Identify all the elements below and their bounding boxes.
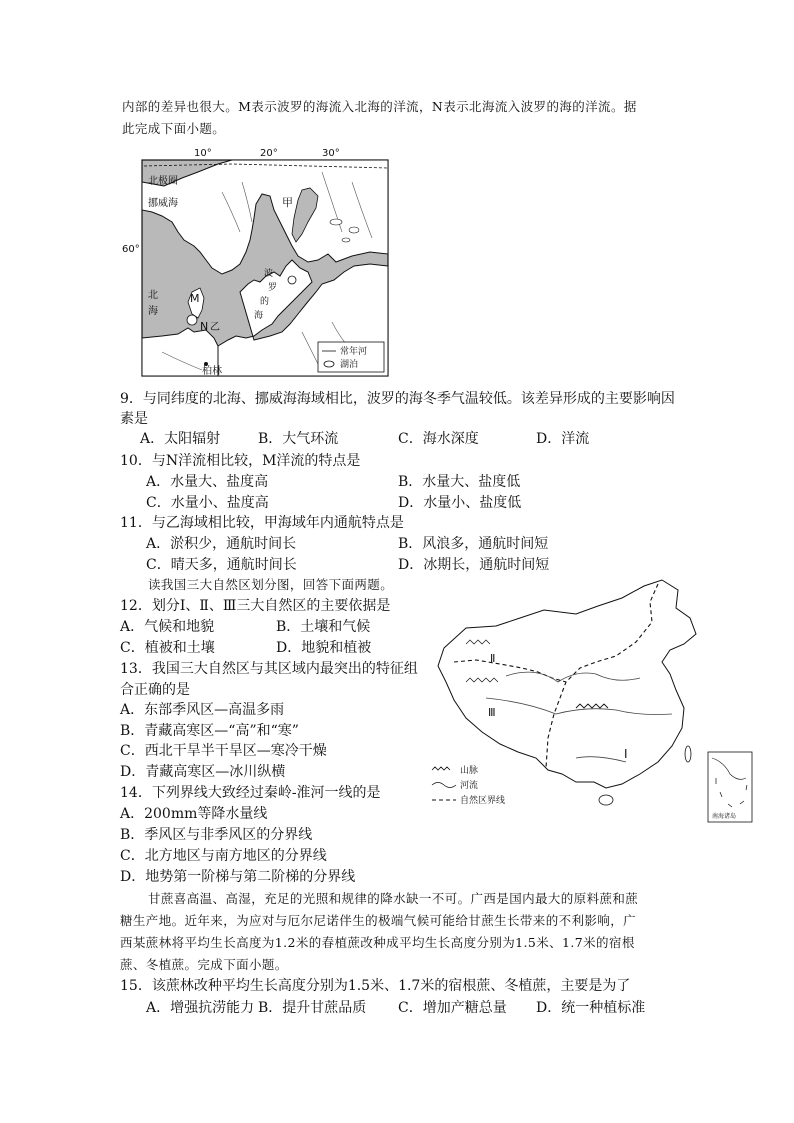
region-label-ii: Ⅱ: [490, 652, 496, 665]
q12-option-a[interactable]: A．气候和地貌: [120, 619, 215, 635]
q14-option-d[interactable]: D．地势第一阶梯与第二阶梯的分界线: [120, 869, 356, 885]
q11-option-c[interactable]: C．晴天多，通航时间长: [146, 557, 297, 573]
label-baltic-3: 的: [260, 297, 270, 307]
q13-option-a[interactable]: A．东部季风区—高温多雨: [120, 702, 285, 718]
china-outline: [438, 580, 696, 788]
legend-mountain-symbol: [432, 767, 450, 770]
q13-stem-line1: 13．我国三大自然区与其区域内最突出的特征组: [120, 661, 418, 677]
inset-label: 南海诸岛: [712, 813, 737, 820]
q15-option-b[interactable]: B．提升甘蔗品质: [258, 1000, 367, 1016]
region-label-i: Ⅰ: [624, 747, 628, 761]
q11-stem: 11．与乙海域相比较，甲海域年内通航特点是: [120, 515, 404, 531]
q14-option-a[interactable]: A．200mm等降水量线: [120, 806, 268, 822]
label-berlin: 柏林: [202, 366, 222, 377]
q14-option-c[interactable]: C．北方地区与南方地区的分界线: [120, 848, 327, 864]
legend-river-symbol: [432, 783, 456, 788]
q11-option-b[interactable]: B．风浪多，通航时间短: [398, 536, 549, 552]
q12-stem: 12．划分Ⅰ、Ⅱ、Ⅲ三大自然区的主要依据是: [120, 598, 391, 614]
baltic-sea-map: [122, 142, 394, 380]
label-norwegian-sea: 挪威海: [148, 198, 178, 209]
intro-bottom-line2: 糖生产地。近年来，为应对与厄尔尼诺伴生的极端气候可能给甘蔗生长带来的不利影响，广: [120, 913, 637, 928]
q13-option-c[interactable]: C．西北干旱半干旱区—寒冷干燥: [120, 743, 327, 759]
legend-river-label: 河流: [460, 781, 479, 791]
legend-boundary-label: 自然区界线: [460, 796, 506, 806]
legend-mountain-label: 山脉: [460, 766, 479, 776]
intro-bottom-line1: 甘蔗喜高温、高湿，充足的光照和规律的降水缺一不可。广西是国内最大的原料蔗和蔗: [148, 891, 639, 906]
china-natural-regions-map: [426, 578, 756, 828]
q11-option-d[interactable]: D．冰期长，通航时间短: [398, 557, 550, 573]
label-m: M: [190, 292, 200, 305]
region-label-iii: Ⅲ: [488, 706, 496, 719]
label-n: N: [200, 320, 209, 333]
q9-stem-line2: 素是: [120, 411, 148, 427]
q13-option-b[interactable]: B．青藏高寒区—“高”和“寒”: [120, 723, 299, 739]
label-baltic-4: 海: [254, 311, 264, 321]
q9-option-c[interactable]: C．海水深度: [398, 431, 479, 447]
legend-river-label: 常年河: [340, 347, 368, 357]
q15-option-c[interactable]: C．增加产糖总量: [398, 1000, 507, 1016]
q10-option-d[interactable]: D．水量小、盐度低: [398, 495, 522, 511]
q9-option-d[interactable]: D．洋流: [536, 431, 590, 447]
label-north-sea-2: 海: [148, 306, 158, 317]
intro-bottom-line3: 西某蔗林将平均生长高度为1.2米的春植蔗改种成平均生长高度分别为1.5米、1.7米的宿根: [120, 935, 635, 950]
q13-option-d[interactable]: D．青藏高寒区—冰川纵横: [120, 764, 286, 780]
label-north-sea-1: 北: [148, 290, 158, 301]
label-jia: 甲: [282, 196, 293, 209]
gotland-island: [288, 276, 296, 284]
label-yi: 乙: [210, 322, 220, 333]
zealand-island: [187, 315, 197, 325]
q14-option-b[interactable]: B．季风区与非季风区的分界线: [120, 827, 313, 843]
q9-option-a[interactable]: A．太阳辐射: [140, 431, 221, 447]
q9-stem-line1: 9．与同纬度的北海、挪威海海域相比，波罗的海冬季气温较低。该差异形成的主要影响因: [120, 391, 675, 407]
taiwan-island: [685, 746, 691, 762]
q10-option-b[interactable]: B．水量大、盐度低: [398, 474, 521, 490]
q12-option-d[interactable]: D．地貌和植被: [276, 640, 372, 656]
q10-option-c[interactable]: C．水量小、盐度高: [146, 495, 269, 511]
lon-label-20: 20°: [260, 148, 278, 159]
legend-lake-symbol: [324, 361, 334, 367]
label-baltic-1: 波: [264, 269, 274, 279]
south-china-sea-inset: [708, 752, 752, 822]
q11-option-a[interactable]: A．淤积少，通航时间长: [146, 536, 297, 552]
intro-top-line2: 此完成下面小题。: [122, 121, 226, 136]
q13-stem-line2: 合正确的是: [120, 682, 190, 698]
q10-option-a[interactable]: A．水量大、盐度高: [146, 474, 269, 490]
hainan-island: [599, 795, 613, 805]
label-arctic-circle: 北极圈: [148, 176, 178, 187]
lat-label-60: 60°: [122, 244, 140, 255]
q9-option-b[interactable]: B．大气环流: [258, 431, 339, 447]
q12-option-b[interactable]: B．土壤和气候: [276, 619, 371, 635]
intro-bottom-line4: 蔗、冬植蔗。完成下面小题。: [120, 957, 288, 972]
q10-stem: 10．与N洋流相比较，M洋流的特点是: [120, 453, 361, 469]
label-baltic-2: 罗: [268, 283, 278, 293]
intro-top-line1: 内部的差异也很大。M表示波罗的海流入北海的洋流，N表示北海流入波罗的海的洋流。据: [122, 99, 637, 114]
q12-option-c[interactable]: C．植被和土壤: [120, 640, 215, 656]
q14-stem: 14．下列界线大致经过秦岭-淮河一线的是: [120, 785, 381, 801]
lon-label-10: 10°: [194, 148, 212, 159]
lon-label-30: 30°: [322, 148, 340, 159]
intro-mid: 读我国三大自然区划分图，回答下面两题。: [148, 577, 394, 592]
q15-stem: 15．该蔗林改种平均生长高度分别为1.5米、1.7米的宿根蔗、冬植蔗，主要是为了: [120, 978, 631, 994]
q15-option-a[interactable]: A．增强抗涝能力: [146, 1000, 255, 1016]
legend-lake-label: 湖泊: [340, 360, 359, 370]
q15-option-d[interactable]: D．统一种植标准: [536, 1000, 646, 1016]
